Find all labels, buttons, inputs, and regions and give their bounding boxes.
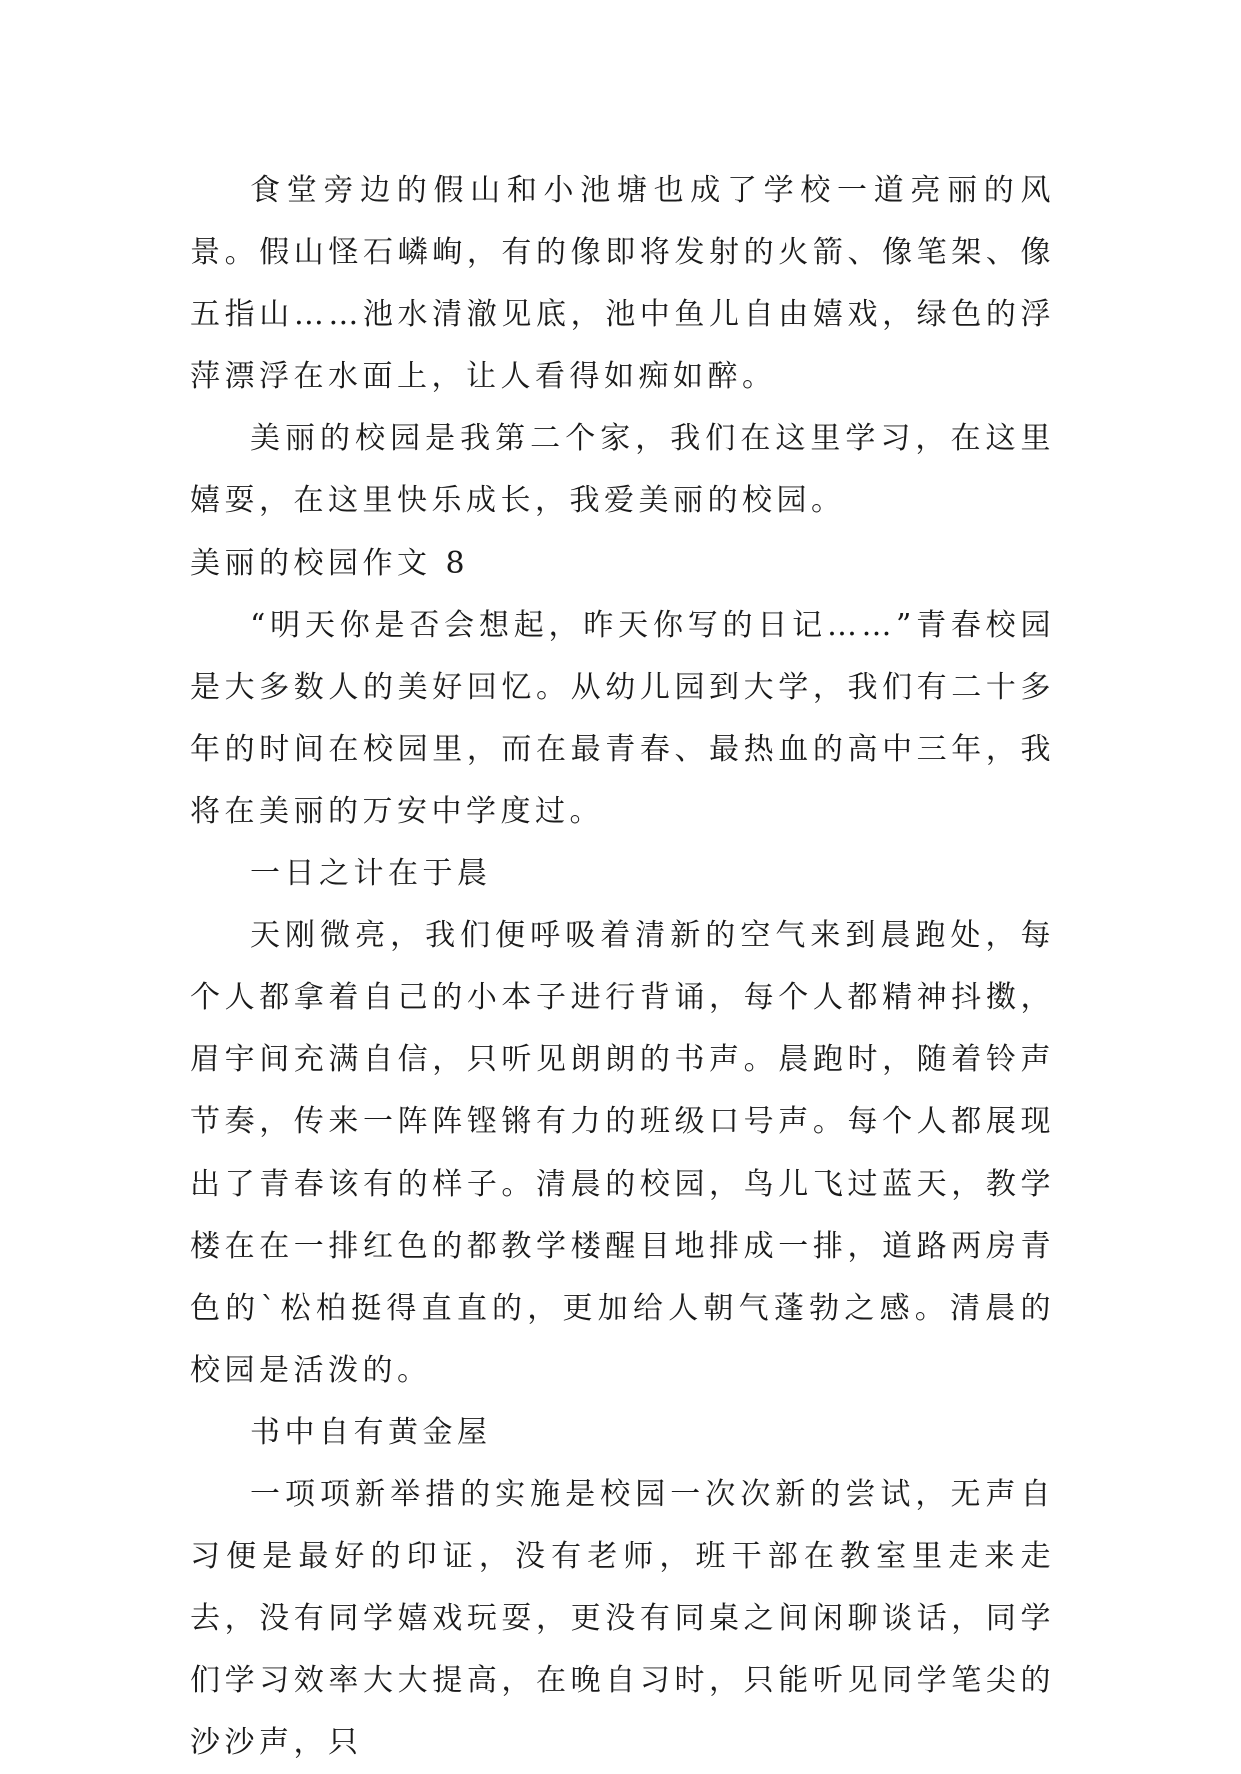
paragraph-rockery: 食堂旁边的假山和小池塘也成了学校一道亮丽的风景。假山怪石嶙峋，有的像即将发射的火箭、像笔架、像五指山……池水清澈见底，池中鱼儿自由嬉戏，绿色的浮萍漂浮在水面上，让人看得如痴如醉。 — [190, 173, 1055, 395]
paragraph-diary: “明天你是否会想起，昨天你写的日记……”青春校园是大多数人的美好回忆。从幼儿园到大学，我们有二十多年的时间在校园里，而在最青春、最热血的高中三年，我将在美丽的万安中学度过。 — [190, 607, 1055, 829]
paragraph-morning-run: 天刚微亮，我们便呼吸着清新的空气来到晨跑处，每个人都拿着自己的小本子进行背诵，每个人都精神抖擞，眉宇间充满自信，只听见朗朗的书声。晨跑时，随着铃声节奏，传来一阵阵铿锵有力的班级口号声。每个人都展现出了青春该有的样子。清晨的校园，鸟儿飞过蓝天，教学楼在在一排红色的都教学楼醒目地排成一排，道路两房青色的`松柏挺得直直的，更加给人朝气蓬勃之感。清晨的校园是活泼的。 — [190, 918, 1055, 1388]
subheading-books: 书中自有黄金屋 — [250, 1414, 492, 1450]
document-body — [190, 160, 1055, 1774]
subheading-morning: 一日之计在于晨 — [250, 856, 492, 892]
paragraph-second-home: 美丽的校园是我第二个家，我们在这里学习，在这里嬉耍，在这里快乐成长，我爱美丽的校园。 — [190, 421, 1055, 519]
paragraph-self-study: 一项项新举措的实施是校园一次次新的尝试，无声自习便是最好的印证，没有老师，班干部在教室里走来走去，没有同学嬉戏玩耍，更没有同桌之间闲聊谈话，同学们学习效率大大提高，在晚自习时，只能听见同学笔尖的沙沙声，只 — [190, 1476, 1055, 1761]
essay-heading: 美丽的校园作文 8 — [190, 545, 470, 581]
